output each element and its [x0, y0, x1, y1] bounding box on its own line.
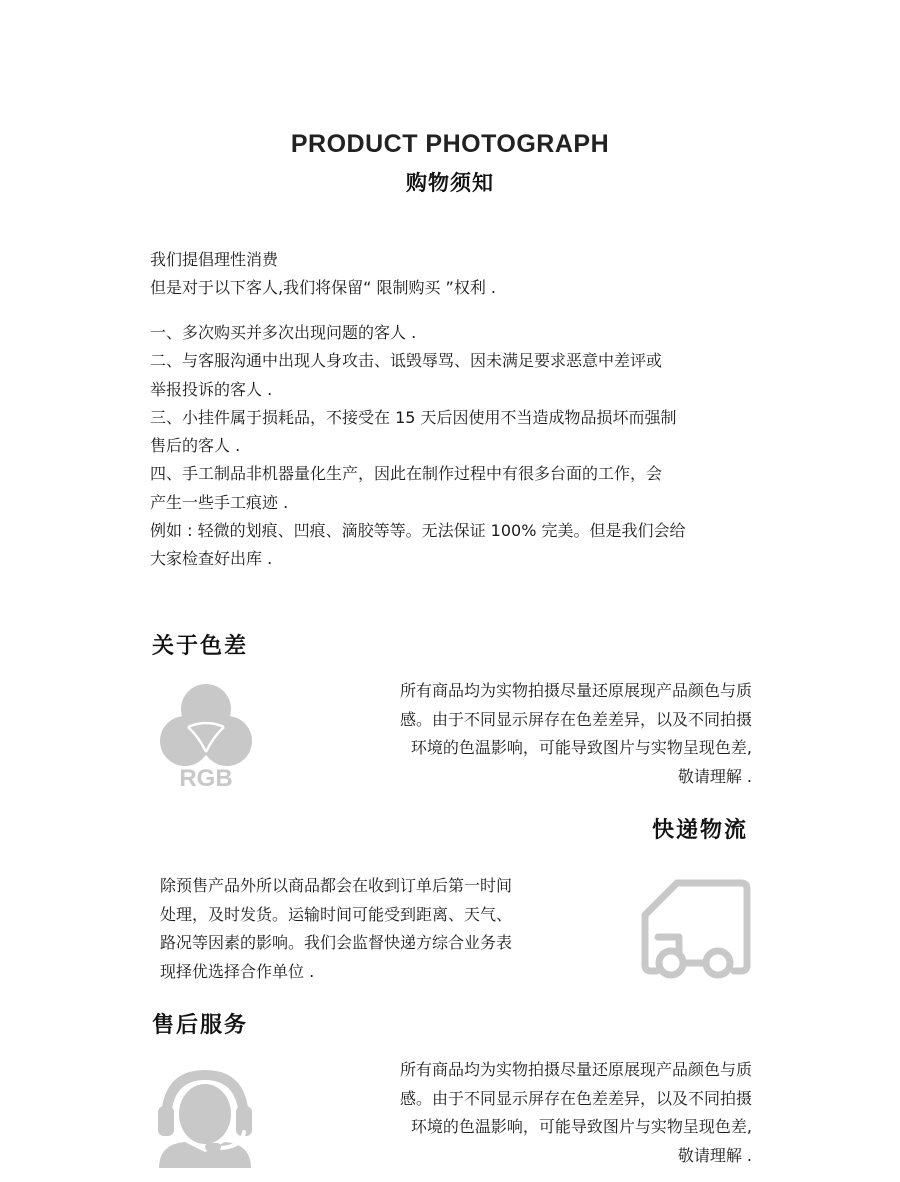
shipping-line: 路况等因素的影响。我们会监督快递方综合业务表: [160, 933, 513, 952]
intro-line: 但是对于以下客人,我们将保留“ 限制购买 ”权利 .: [150, 278, 497, 297]
rule-line: 三、小挂件属于损耗品，不接受在 15 天后因使用不当造成物品损坏而强制: [150, 407, 677, 427]
rule-line: 大家检查好出库 .: [150, 549, 273, 569]
after-sales-line: 敬请理解 .: [677, 1145, 752, 1165]
rule-line: 产生一些手工痕迹 .: [150, 492, 289, 512]
rgb-icon: [158, 682, 254, 792]
section-title-after-sales: 售后服务: [152, 1013, 249, 1038]
rule-line: 售后的客人 .: [150, 436, 241, 456]
color-line: 敬请理解 .: [677, 766, 752, 786]
header-title-cn: 购物须知: [406, 171, 494, 195]
color-line: 感。由于不同显示屏存在色差差异，以及不同拍摄: [399, 709, 752, 729]
header-title-en: PRODUCT PHOTOGRAPH: [290, 130, 610, 158]
shipping-line: 除预售产品外所以商品都会在收到订单后第一时间: [160, 876, 513, 895]
rule-line: 二、与客服沟通中出现人身攻击、诋毁辱骂、因未满足要求恶意中差评或: [150, 351, 663, 371]
rule-line: 举报投诉的客人 .: [150, 379, 273, 399]
shipping-description: [160, 872, 580, 986]
rule-line: 四、手工制品非机器量化生产，因此在制作过程中有很多台面的工作，会: [150, 464, 663, 484]
shipping-line: 现择优选择合作单位 .: [160, 961, 315, 981]
customer-service-icon: [155, 1064, 255, 1168]
section-title-shipping: 快递物流: [651, 818, 748, 843]
shipping-line: 处理，及时发货。运输时间可能受到距离、天气、: [160, 904, 513, 924]
after-sales-line: 感。由于不同显示屏存在色差差异，以及不同拍摄: [399, 1088, 752, 1108]
section-title-color: 关于色差: [152, 634, 249, 659]
color-line: 环境的色温影响，可能导致图片与实物呈现色差,: [410, 738, 752, 757]
truck-icon: [637, 877, 753, 981]
rgb-icon-label: RGB: [179, 765, 233, 792]
rule-line: 例如 : 轻微的划痕、凹痕、滴胶等等。无法保证 100% 完美。但是我们会给: [150, 521, 686, 541]
intro-line: 我们提倡理性消费: [150, 250, 279, 269]
rules-list: [150, 319, 770, 574]
color-line: 所有商品均为实物拍摄尽量还原展现产品颜色与质: [399, 681, 752, 700]
after-sales-description: [330, 1056, 752, 1170]
after-sales-line: 所有商品均为实物拍摄尽量还原展现产品颜色与质: [399, 1060, 752, 1079]
intro-text: [150, 246, 770, 302]
color-description: [330, 677, 752, 791]
rule-line: 一、多次购买并多次出现问题的客人 .: [150, 323, 417, 342]
after-sales-line: 环境的色温影响，可能导致图片与实物呈现色差,: [410, 1117, 752, 1136]
